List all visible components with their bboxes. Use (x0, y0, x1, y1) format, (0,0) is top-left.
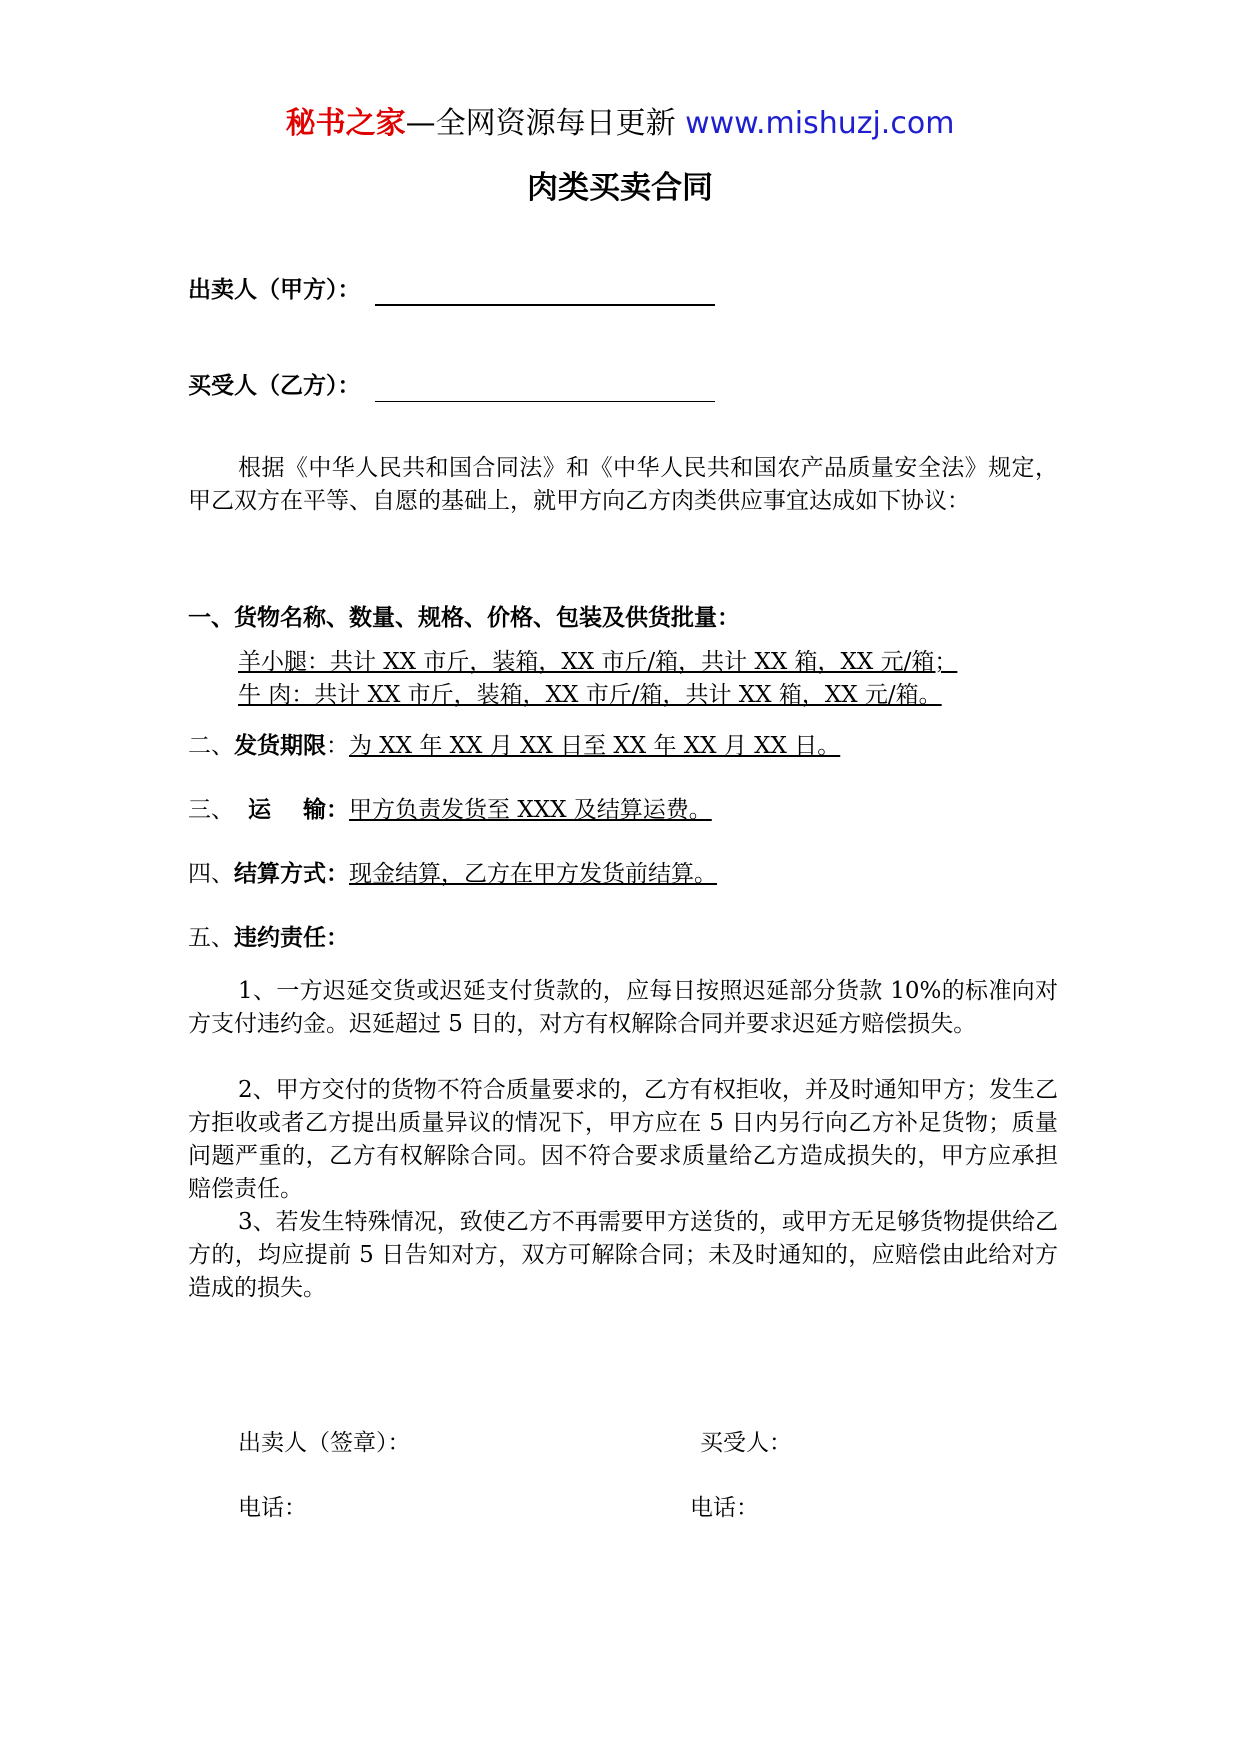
buyer-blank (375, 375, 715, 402)
buyer-phone-label: 电话： (690, 1495, 759, 1521)
site-url[interactable]: www.mishuzj.com (675, 106, 955, 141)
section5-num: 五、 (188, 925, 234, 951)
seller-signature-label: 出卖人（签章）： (238, 1430, 411, 1456)
header-dash: — (405, 106, 436, 141)
section4-value: 现金结算，乙方在甲方发货前结算。 (349, 861, 717, 887)
clause-1: 1、一方迟延交货或迟延支付货款的，应每日按照迟延部分货款 10%的标准向对方支付违约金。迟延超过 5 日的，对方有权解除合同并要求迟延方赔偿损失。 (188, 978, 1058, 1037)
section4-num: 四、 (188, 861, 234, 887)
intro-paragraph: 根据《中华人民共和国合同法》和《中华人民共和国农产品质量安全法》规定，甲乙双方在平等、自愿的基础上，就甲方向乙方肉类供应事宜达成如下协议： (188, 455, 1058, 514)
section2-num: 二、 (188, 733, 234, 759)
clause-3: 3、若发生特殊情况，致使乙方不再需要甲方送货的，或甲方无足够货物提供给乙方的，均应提前 5 日告知对方，双方可解除合同；未及时通知的，应赔偿由此给对方造成的损失。 (188, 1209, 1058, 1301)
seller-phone-label: 电话： (238, 1495, 307, 1521)
section3-label: 运 输 (248, 797, 327, 823)
section4 (188, 857, 717, 891)
buyer-label: 买受人（乙方）： (188, 373, 361, 399)
section3-colon: ： (326, 797, 350, 823)
goods-list (238, 646, 957, 712)
section2 (188, 729, 840, 763)
site-header (0, 104, 1240, 144)
brand-name: 秘书之家 (285, 106, 406, 141)
section3 (188, 793, 712, 827)
document-title: 肉类买卖合同 (527, 170, 713, 206)
section4-label: 结算方式 (234, 861, 326, 887)
buyer-signature-label: 买受人： (700, 1430, 792, 1456)
section1-title: 一、货物名称、数量、规格、价格、包装及供货批量： (188, 605, 740, 631)
goods-item: 羊小腿：共计 XX 市斤，装箱，XX 市斤/箱，共计 XX 箱，XX 元/箱； (238, 649, 958, 675)
section2-value: 为 XX 年 XX 月 XX 日至 XX 年 XX 月 XX 日。 (349, 733, 841, 759)
section3-value: 甲方负责发货至 XXX 及结算运费。 (349, 797, 712, 823)
section5-label: 违约责任： (234, 925, 349, 951)
section3-num: 三、 (188, 797, 234, 823)
clause-2: 2、甲方交付的货物不符合质量要求的，乙方有权拒收，并及时通知甲方；发生乙方拒收或者乙方提出质量异议的情况下，甲方应在 5 日内另行向乙方补足货物；质量问题严重的，乙方有权解除合同。因不符合要求质量给乙方造成损失的，甲方应承担赔偿责任。 (188, 1077, 1058, 1202)
seller-label: 出卖人（甲方）： (188, 277, 361, 303)
seller-line (188, 274, 715, 306)
header-slogan: 全网资源每日更新 (435, 106, 676, 141)
goods-item: 牛 肉：共计 XX 市斤，装箱，XX 市斤/箱，共计 XX 箱，XX 元/箱。 (238, 682, 942, 708)
section1-heading (188, 601, 740, 635)
section2-label: 发货期限 (234, 733, 326, 759)
buyer-line (188, 370, 715, 402)
section5-heading (188, 921, 349, 955)
section4-colon: ： (326, 861, 349, 887)
section2-colon: ： (326, 733, 349, 759)
seller-blank (375, 278, 715, 306)
